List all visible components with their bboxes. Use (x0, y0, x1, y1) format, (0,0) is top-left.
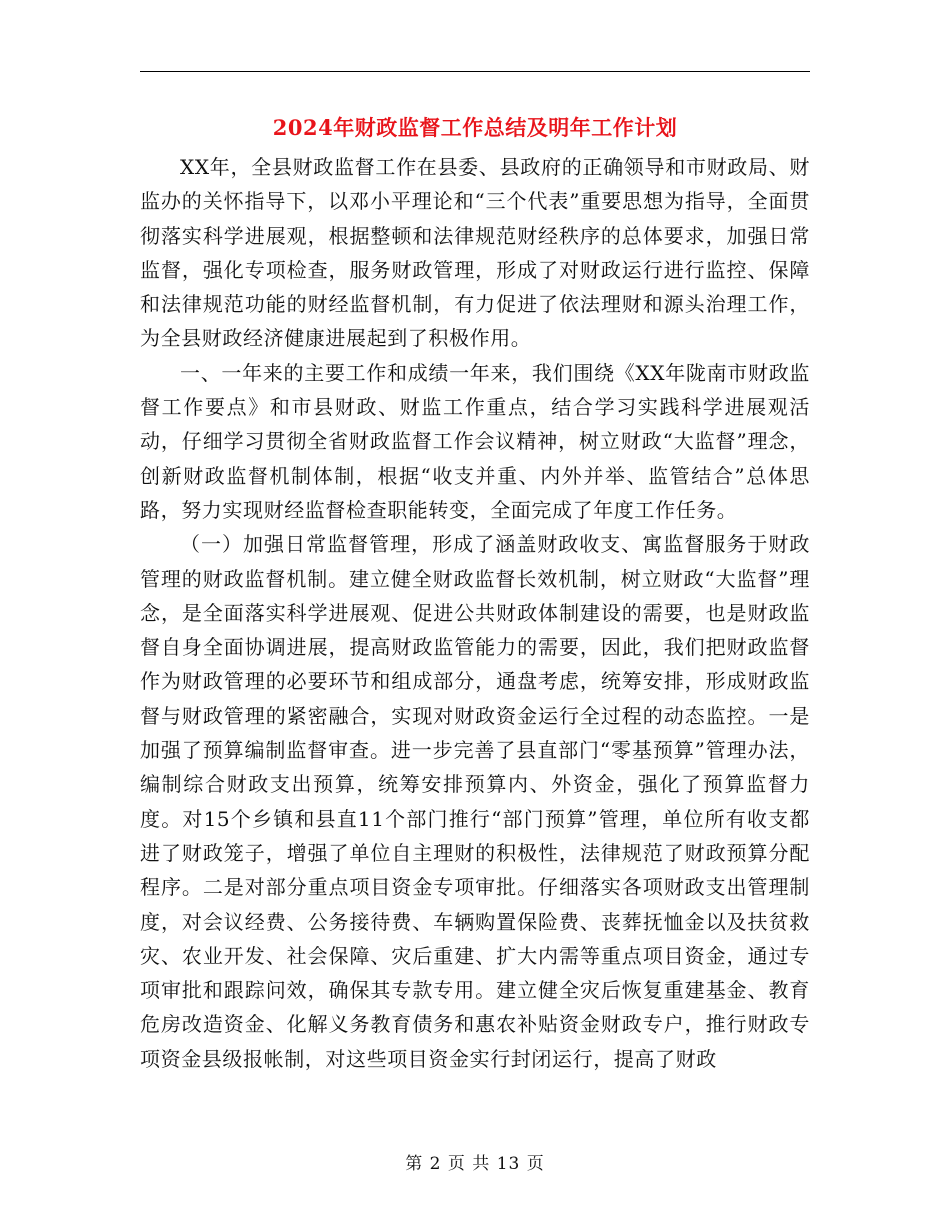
header-rule (140, 71, 810, 72)
footer-mid: 页 共 (447, 1154, 491, 1174)
footer-suffix: 页 (526, 1154, 545, 1174)
paragraph-section-one: 一、一年来的主要工作和成绩一年来，我们围绕《XX年陇南市财政监督工作要点》和市县财政、财监工作重点，结合学习实践科学进展观活动，仔细学习贯彻全省财政监督工作会议精神，树立财政“大监督”理念，创新财政监督机制体制，根据“收支并重、内外并举、监管结合”总体思路，努力实现财经监督检查职能转变，全面完成了年度工作任务。 (140, 360, 810, 522)
paragraph-intro: XX年，全县财政监督工作在县委、县政府的正确领导和市财政局、财监办的关怀指导下，以邓小平理论和“三个代表”重要思想为指导，全面贯彻落实科学进展观，根据整顿和法律规范财经秩序的总体要求，加强日常监督，强化专项检查，服务财政管理，形成了对财政运行进行监控、保障和法律规范功能的财经监督机制，有力促进了依法理财和源头治理工作，为全县财政经济健康进展起到了积极作用。 (140, 155, 810, 351)
paragraph-subsection-one: （一）加强日常监督管理，形成了涵盖财政收支、寓监督服务于财政管理的财政监督机制。建立健全财政监督长效机制，树立财政“大监督”理念，是全面落实科学进展观、促进公共财政体制建设的需要，也是财政监督自身全面协调进展，提高财政监管能力的需要，因此，我们把财政监督作为财政管理的必要环节和组成部分，通盘考虑，统筹安排，形成财政监督与财政管理的紧密融合，实现对财政资金运行全过程的动态监控。一是加强了预算编制监督审查。进一步完善了县直部门“零基预算”管理办法，编制综合财政支出预算，统筹安排预算内、外资金，强化了预算监督力度。对15个乡镇和县直11个部门推行“部门预算”管理，单位所有收支都进了财政笼子，增强了单位自主理财的积极性，法律规范了财政预算分配程序。二是对部分重点项目资金专项审批。仔细落实各项财政支出管理制度，对会议经费、公务接待费、车辆购置保险费、丧葬抚恤金以及扶贫救灾、农业开发、社会保障、灾后重建、扩大内需等重点项目资金，通过专项审批和跟踪问效，确保其专款专用。建立健全灾后恢复重建基金、教育危房改造资金、化解义务教育债务和惠农补贴资金财政专户，推行财政专项资金县级报帐制，对这些项目资金实行封闭运行，提高了财政 (140, 532, 810, 1071)
footer-current-page: 2 (429, 1154, 442, 1174)
document-body (140, 150, 810, 1076)
footer-total-pages: 13 (496, 1154, 521, 1174)
footer-prefix: 第 (405, 1154, 424, 1174)
page-footer (140, 1152, 810, 1176)
document-title: 2024年财政监督工作总结及明年工作计划 (272, 115, 678, 140)
